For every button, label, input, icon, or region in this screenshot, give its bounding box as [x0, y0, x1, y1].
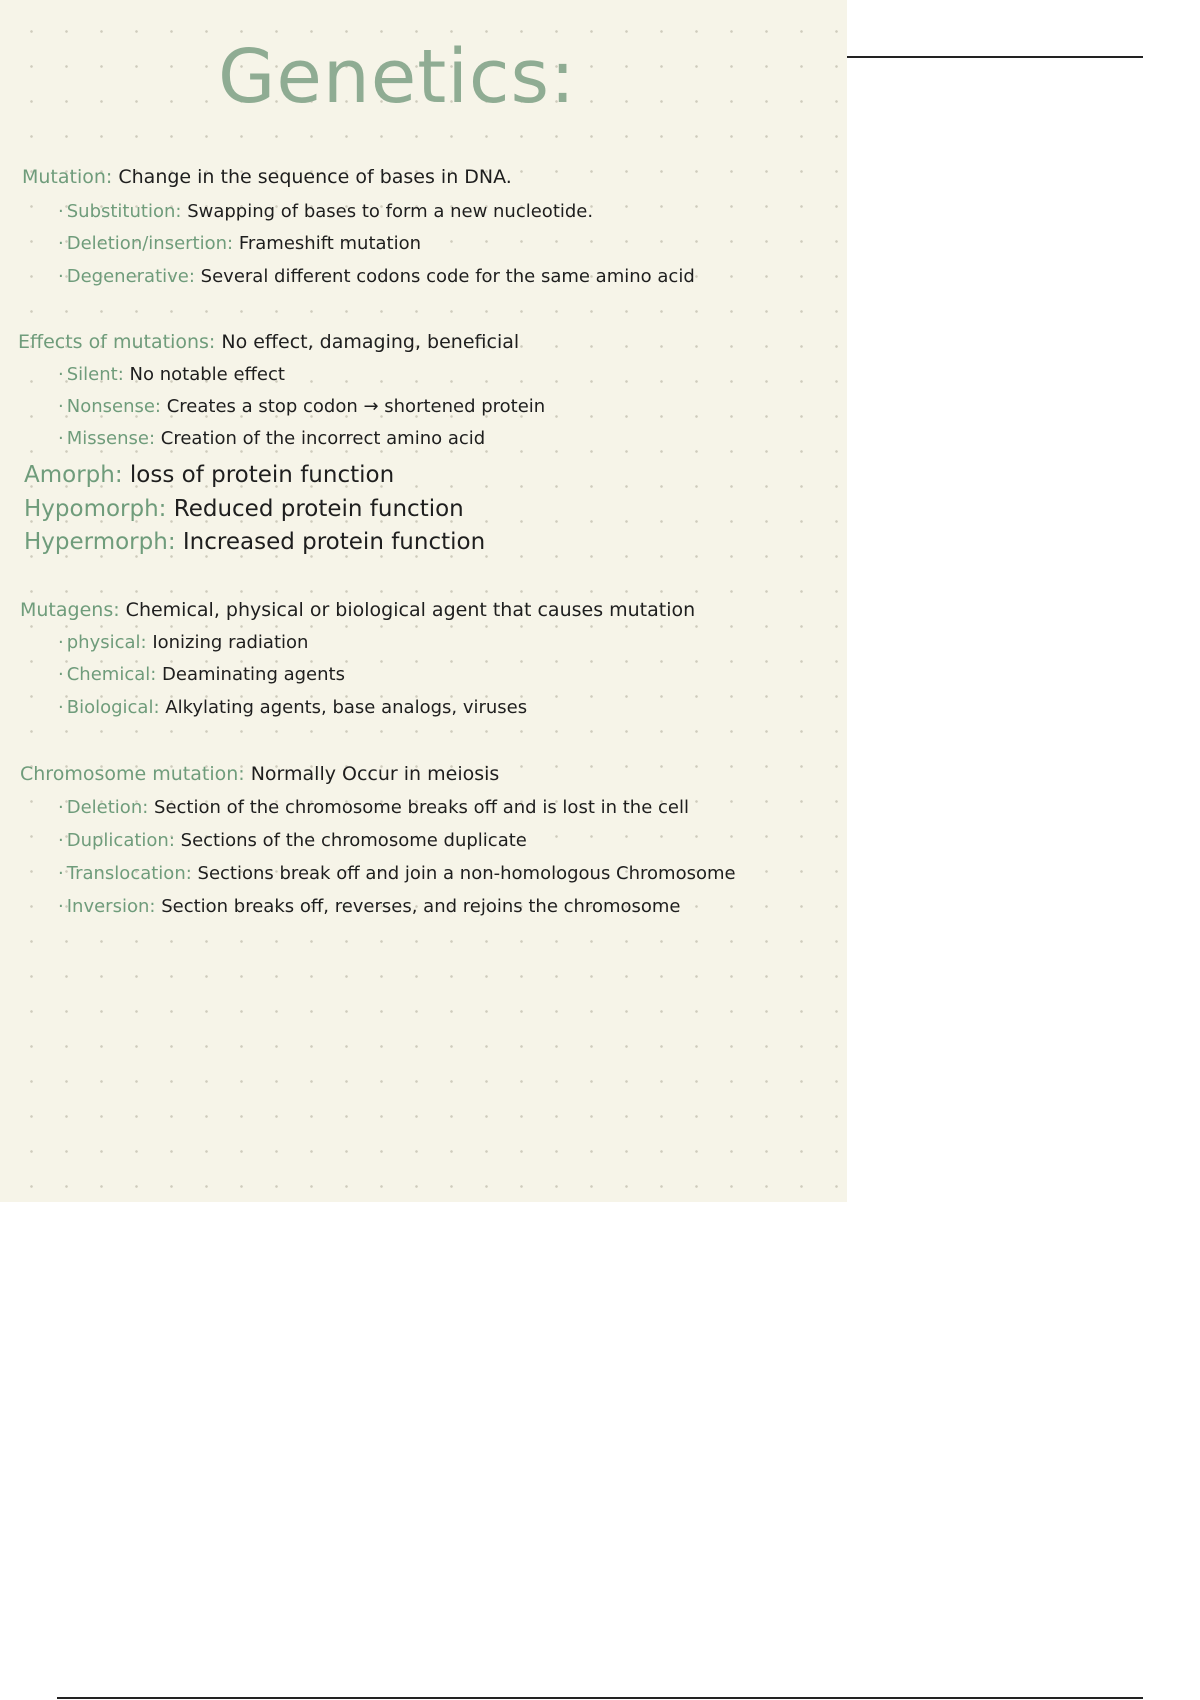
mutation-item-deletion-insertion: · Deletion/insertion: Frameshift mutation — [58, 233, 422, 254]
mutation-item-degenerative: · Degenerative: Several different codons code for the same amino acid — [58, 266, 695, 287]
mutation-desc: Change in the sequence of bases in DNA. — [118, 166, 512, 188]
bullet: · — [58, 863, 64, 884]
mutation-heading — [22, 166, 512, 188]
chromosome-item-deletion: · Deletion: Section of the chromosome breaks off and is lost in the cell — [58, 797, 689, 818]
mutagens-item-chemical: · Chemical: Deaminating agents — [58, 664, 345, 685]
bullet: · — [58, 266, 64, 287]
effects-item-missense: · Missense: Creation of the incorrect amino acid — [58, 428, 486, 449]
bullet: · — [58, 697, 64, 718]
effects-desc: No effect, damaging, beneficial — [221, 331, 520, 353]
page-title: Genetics: — [218, 34, 577, 120]
bullet: · — [58, 201, 64, 222]
chromosome-item-translocation: · Translocation: Sections break off and join a non-homologous Chromosome — [58, 863, 736, 884]
chromosome-item-duplication: · Duplication: Sections of the chromosome duplicate — [58, 830, 527, 851]
bullet: · — [58, 396, 64, 417]
bullet: · — [58, 428, 64, 449]
effects-heading — [18, 331, 519, 353]
chromosome-heading — [20, 763, 499, 785]
chromosome-desc: Normally Occur in meiosis — [250, 763, 500, 785]
horizontal-rule-top — [847, 56, 1143, 58]
morph-hypermorph: Hypermorph: Increased protein function — [24, 529, 486, 555]
morph-hypomorph: Hypomorph: Reduced protein function — [24, 496, 464, 522]
mutagens-term: Mutagens: — [20, 599, 120, 621]
effects-item-silent: · Silent: No notable effect — [58, 364, 285, 385]
chromosome-term: Chromosome mutation: — [20, 763, 245, 785]
mutagens-desc: Chemical, physical or biological agent that causes mutation — [125, 599, 696, 621]
effects-item-nonsense: · Nonsense: Creates a stop codon → shortened protein — [58, 396, 546, 417]
morph-amorph: Amorph: loss of protein function — [24, 462, 395, 488]
bullet: · — [58, 664, 64, 685]
bullet: · — [58, 797, 64, 818]
bullet: · — [58, 632, 64, 653]
mutation-item-substitution: · Substitution: Swapping of bases to form a new nucleotide. — [58, 201, 594, 222]
effects-term: Effects of mutations: — [18, 331, 216, 353]
bullet: · — [58, 896, 64, 917]
mutagens-item-biological: · Biological: Alkylating agents, base analogs, viruses — [58, 697, 528, 718]
chromosome-item-inversion: · Inversion: Section breaks off, reverses, and rejoins the chromosome — [58, 896, 681, 917]
mutagens-heading — [20, 599, 695, 621]
bullet: · — [58, 364, 64, 385]
bullet: · — [58, 233, 64, 254]
mutagens-item-physical: · physical: Ionizing radiation — [58, 632, 309, 653]
mutation-term: Mutation: — [22, 166, 113, 188]
notebook-page — [0, 0, 847, 1202]
bullet: · — [58, 830, 64, 851]
horizontal-rule-bottom — [57, 1697, 1143, 1699]
